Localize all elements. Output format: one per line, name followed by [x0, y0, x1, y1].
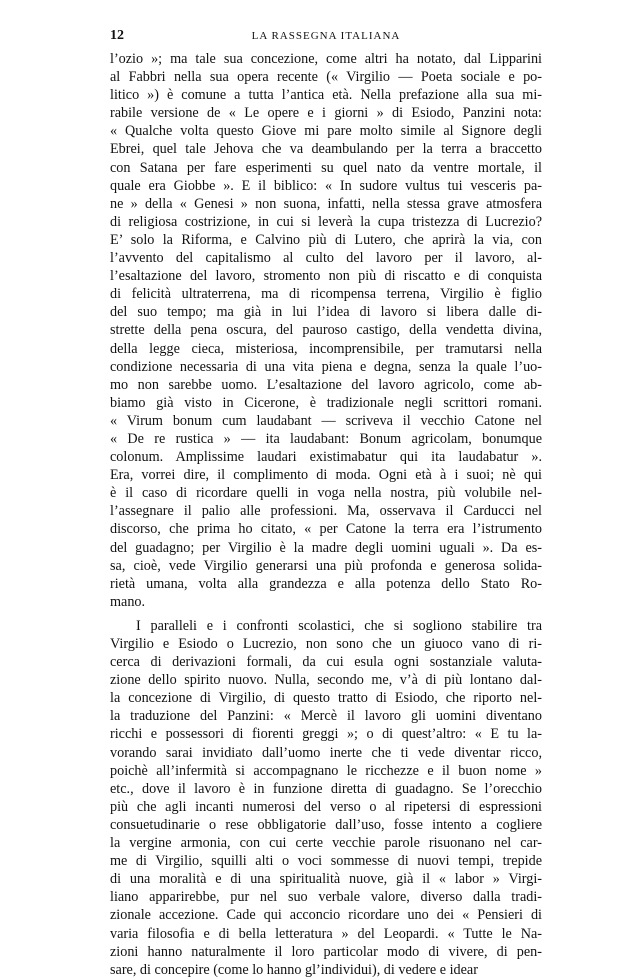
text-line: del guadagno; per Virgilio è la madre degli uomini uguali ». Da es-: [110, 539, 542, 556]
text-line: zionale accezione. Cade qui acconcio ricordare uno dei « Pensieri di: [110, 907, 542, 924]
page-number: 12: [110, 28, 124, 43]
text-line: di felicità ultraterrena, ma di ricompensa terrena, Virgilio è figlio: [110, 286, 542, 303]
text-line: è il caso di ricordare quelli in voga nella nostra, più volubile nel-: [110, 485, 542, 502]
text-line: colonum. Amplissime laudari existimabatur qui ita laudabatur ».: [110, 449, 542, 466]
text-line: condizione necessaria di una vita piena e degna, senza la quale l’uo-: [110, 358, 542, 375]
text-line: la concezione di Virgilio, di questo tratto di Esiodo, che riporto nel-: [110, 690, 542, 707]
body-text: [110, 50, 542, 979]
text-line: di religiosa costrizione, in cui si leverà la cupa tristezza di Lucrezio?: [110, 213, 542, 230]
text-line: varia filosofia e di bella letteratura » del Leopardi. « Tutte le Na-: [110, 925, 542, 942]
text-line: cerca di derivazioni formali, da cui esula ogni sostanziale valuta-: [110, 654, 542, 671]
text-line: liano apparirebbe, pur nel suo verbale valore, diverso dalla tradi-: [110, 889, 542, 906]
text-line: vorando sarai invidiato dall’uomo inerte che ti vede diventar ricco,: [110, 744, 542, 761]
text-line: etc., dove il lavoro è in funzione diretta di guadagno. Se l’orecchio: [110, 780, 542, 797]
text-line: la traduzione del Panzini: « Mercè il lavoro gli uomini diventano: [110, 708, 542, 725]
text-line: poichè all’infermità si accompagnano le ricchezze e il buon nome »: [110, 762, 542, 779]
text-line: Era, vorrei dire, il complimento di moda. Ogni età à i suoi; nè qui: [110, 467, 542, 484]
text-line: mo non sarebbe uomo. L’esaltazione del lavoro agricolo, come ab-: [110, 376, 542, 393]
text-line: l’esaltazione del lavoro, stromento non più di riscatto e di conquista: [110, 268, 542, 285]
text-line: più che agli incanti numerosi del verso o al ripetersi di espressioni: [110, 798, 542, 815]
text-line: la vergine armonia, con cui certe vecchie parole risuonano nel car-: [110, 835, 542, 852]
text-line: me di Virgilio, squilli alti o voci sommesse di nuovi tempi, trepide: [110, 853, 542, 870]
text-line: Ebrei, quel tale Jehova che va deambulando per la terra a braccetto: [110, 141, 542, 158]
text-line: rietà umana, volta alla grandezza e alla potenza dello Stato Ro-: [110, 575, 542, 592]
text-line: di una moralità e di una spiritualità nuove, già il « labor » Virgi-: [110, 871, 542, 888]
running-title: LA RASSEGNA ITALIANA: [251, 30, 401, 42]
text-line: l’assegnare il palio alle professioni. Ma, osservava il Carducci nel: [110, 503, 542, 520]
text-line: del suo tempo; ma già in lui l’idea di lavoro si libera dalle di-: [110, 304, 542, 321]
text-line: ne » della « Genesi » non suona, infatti, nella stessa grave atmosfera: [110, 195, 542, 212]
text-line: zioni hanno naturalmente il loro particolar modo di vivere, di pen-: [110, 943, 542, 960]
text-line: strette della pena oscura, del pauroso castigo, della vendetta divina,: [110, 322, 542, 339]
text-line: quale era Giobbe ». E il biblico: « In sudore vultus tui vesceris pa-: [110, 177, 542, 194]
text-line: Virgilio e Esiodo o Lucrezio, non sono che un giuoco vano di ri-: [110, 636, 542, 652]
page-header: [110, 28, 542, 46]
text-line: rabile versione de « Le opere e i giorni » di Esiodo, Panzini nota:: [110, 105, 542, 122]
text-line: l’ozio »; ma tale sua concezione, come altri ha notato, dal Lipparini: [110, 51, 542, 67]
text-line: discorso, che prima ho citato, « per Catone la terra era l’istrumento: [110, 521, 542, 538]
text-line: l’avvento del capitalismo al culto del lavoro per il lavoro, al-: [110, 250, 542, 267]
text-line: sare, di concepire (come lo hanno gl’individui), di vedere e idear: [110, 961, 478, 978]
text-line: « Qualche volta questo Giove mi pare molto simile al Signore degli: [110, 123, 542, 140]
paragraph-2: [110, 617, 542, 979]
text-line: con Satana per fare esperimenti su quel nato da ventre mortale, il: [110, 159, 542, 176]
text-line: consuetudinarie o rese obbligatorie dall’uso, fosse intento a cogliere: [110, 816, 542, 833]
text-line: « Virum bonum cum laudabant — scriveva il vecchio Catone nel: [110, 412, 542, 429]
text-line: zione dello spirito nuovo. Nulla, secondo me, v’à di più lontano dal-: [110, 672, 542, 689]
text-line: al Fabbri nella sua opera recente (« Virgilio — Poeta sociale e po-: [110, 69, 542, 86]
text-line: sa, cioè, vede Virgilio generarsi una più profonda e generosa solida-: [110, 557, 542, 574]
text-line: della legge cieca, misteriosa, incomprensibile, per tramutarsi nella: [110, 340, 542, 357]
text-line: litico ») è comune a tutta l’antica età. Nella prefazione alla sua mi-: [110, 87, 542, 104]
text-line: mano.: [110, 593, 146, 610]
text-line: biamo già visto in Cicerone, è tradizionale negli scrittori romani.: [110, 394, 542, 411]
text-line: ricchi e possessori di fiorenti greggi »; o di quest’altro: « E tu la-: [110, 726, 542, 743]
text-line: E’ solo la Riforma, e Calvino più di Lutero, che aprirà la via, con: [110, 231, 542, 248]
paragraph-1: [110, 50, 542, 611]
text-line: I paralleli e i confronti scolastici, che si sogliono stabilire tra: [136, 617, 542, 634]
text-line: « De re rustica » — ita laudabant: Bonum agricolam, bonumque: [110, 430, 542, 447]
